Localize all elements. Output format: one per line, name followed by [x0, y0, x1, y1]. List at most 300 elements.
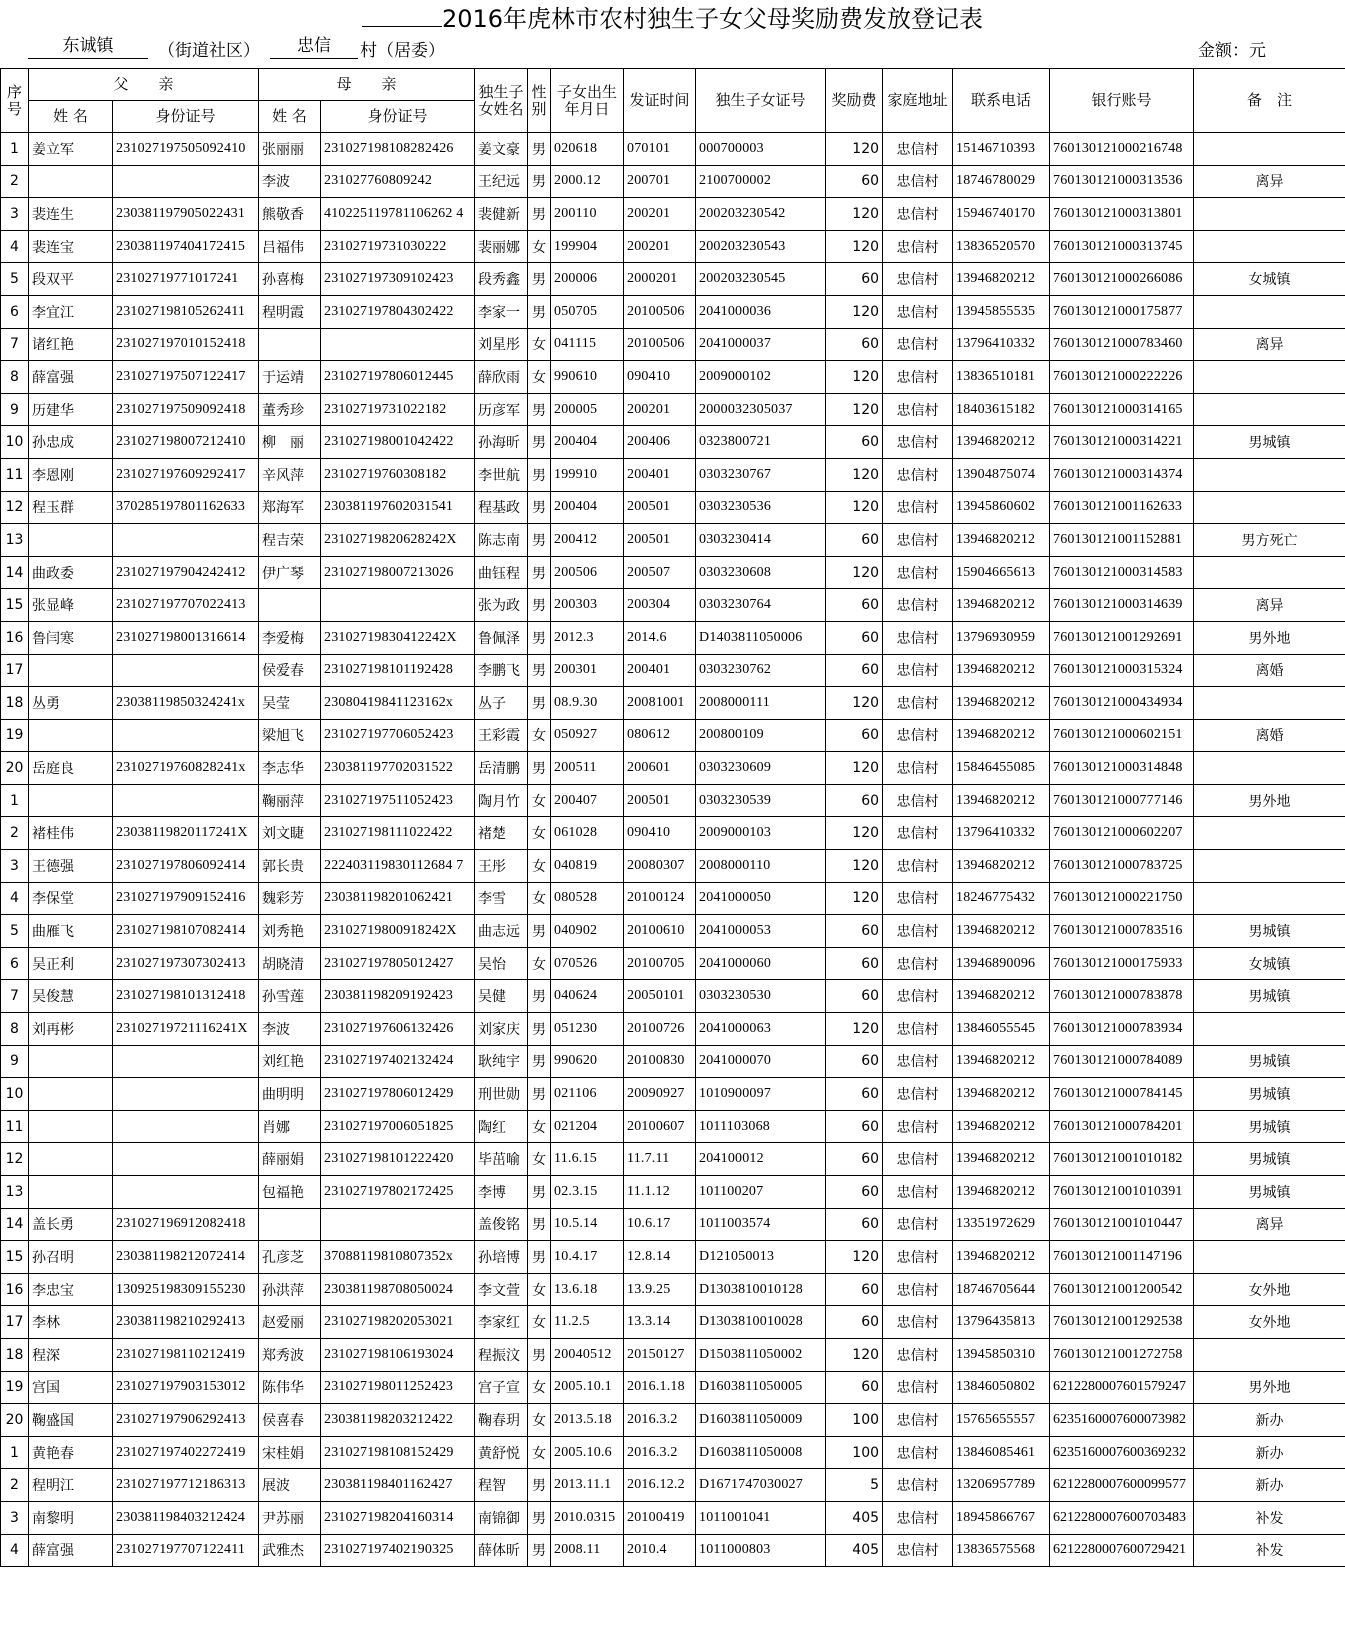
cell-mother-name: 郑海军 [259, 491, 321, 524]
cell-father-name: 李恩刚 [29, 458, 113, 491]
cell-note [1194, 817, 1345, 850]
cell-child-name: 刘星彤 [475, 328, 528, 361]
cell-cert-no: 0323800721 [696, 426, 826, 459]
table-row [1, 426, 1345, 459]
cell-birth: 2013.5.18 [551, 1404, 624, 1437]
cell-cert-no: 1010900097 [696, 1078, 826, 1111]
cell-mother-id: 231027198106193024 [321, 1338, 475, 1371]
table-row [1, 1501, 1345, 1534]
cell-note [1194, 295, 1345, 328]
cell-reward: 60 [826, 263, 883, 296]
cell-bank-account: 760130121000602151 [1050, 719, 1194, 752]
cell-issue-date: 200401 [624, 654, 696, 687]
cell-reward: 120 [826, 458, 883, 491]
table-row [1, 980, 1345, 1013]
cell-mother-name: 侯喜春 [259, 1404, 321, 1437]
cell-father-name: 鲁闫寒 [29, 621, 113, 654]
cell-reward: 120 [826, 882, 883, 915]
cell-father-id: 231027197507122417 [113, 361, 259, 394]
cell-mother-name: 董秀珍 [259, 393, 321, 426]
cell-note: 女外地 [1194, 1306, 1345, 1339]
cell-child-name: 薛体昕 [475, 1534, 528, 1567]
cell-reward: 60 [826, 654, 883, 687]
cell-gender: 男 [528, 133, 551, 166]
cell-cert-no: 2041000060 [696, 947, 826, 980]
cell-cert-no: 204100012 [696, 1143, 826, 1176]
cell-bank-account: 760130121000314165 [1050, 393, 1194, 426]
cell-phone: 13946820212 [953, 915, 1050, 948]
cell-mother-name: 刘文睫 [259, 817, 321, 850]
cell-father-id [113, 1045, 259, 1078]
cell-mother-id: 231027197802172425 [321, 1176, 475, 1209]
cell-birth: 200506 [551, 556, 624, 589]
cell-father-id: 231027197509092418 [113, 393, 259, 426]
cell-address: 忠信村 [883, 230, 953, 263]
cell-seq: 15 [1, 1241, 29, 1274]
cell-mother-id: 231027198202053021 [321, 1306, 475, 1339]
cell-seq: 4 [1, 230, 29, 263]
cell-issue-date: 12.8.14 [624, 1241, 696, 1274]
cell-reward: 60 [826, 947, 883, 980]
cell-cert-no: 0303230536 [696, 491, 826, 524]
cell-note: 男城镇 [1194, 980, 1345, 1013]
cell-father-id: 231027196912082418 [113, 1208, 259, 1241]
cell-phone: 13946820212 [953, 719, 1050, 752]
cell-birth: 200404 [551, 426, 624, 459]
cell-note: 男城镇 [1194, 915, 1345, 948]
col-father-id: 身份证号 [113, 101, 259, 133]
cell-gender: 女 [528, 850, 551, 883]
cell-father-name [29, 165, 113, 198]
cell-father-id: 230381198210292413 [113, 1306, 259, 1339]
cell-father-id [113, 1110, 259, 1143]
cell-birth: 200005 [551, 393, 624, 426]
cell-issue-date: 20100506 [624, 295, 696, 328]
cell-child-name: 丛子 [475, 687, 528, 720]
cell-bank-account: 760130121000314221 [1050, 426, 1194, 459]
cell-gender: 男 [528, 165, 551, 198]
cell-cert-no: D1403811050006 [696, 621, 826, 654]
cell-phone: 13946820212 [953, 980, 1050, 1013]
cell-mother-name: 鞠丽萍 [259, 784, 321, 817]
cell-reward: 120 [826, 361, 883, 394]
cell-address: 忠信村 [883, 687, 953, 720]
cell-seq: 2 [1, 165, 29, 198]
cell-bank-account: 760130121000221750 [1050, 882, 1194, 915]
col-bank: 银行账号 [1050, 69, 1194, 133]
col-cert-no: 独生子女证号 [696, 69, 826, 133]
cell-mother-name: 魏彩芳 [259, 882, 321, 915]
cell-mother-name: 熊敬香 [259, 198, 321, 231]
col-mother-id: 身份证号 [321, 101, 475, 133]
cell-gender: 女 [528, 1110, 551, 1143]
cell-reward: 120 [826, 198, 883, 231]
cell-seq: 18 [1, 687, 29, 720]
cell-father-id: 231027197505092410 [113, 133, 259, 166]
cell-seq: 10 [1, 1078, 29, 1111]
cell-mother-name: 尹苏丽 [259, 1501, 321, 1534]
cell-note [1194, 491, 1345, 524]
cell-reward: 60 [826, 1045, 883, 1078]
cell-gender: 女 [528, 361, 551, 394]
cell-father-name: 裴连宝 [29, 230, 113, 263]
col-reward: 奖励费 [826, 69, 883, 133]
cell-bank-account: 760130121000314583 [1050, 556, 1194, 589]
cell-birth: 070526 [551, 947, 624, 980]
cell-father-name: 李宜江 [29, 295, 113, 328]
cell-child-name: 刑世勋 [475, 1078, 528, 1111]
cell-address: 忠信村 [883, 784, 953, 817]
cell-cert-no: 2008000111 [696, 687, 826, 720]
cell-birth: 2013.11.1 [551, 1469, 624, 1502]
cell-gender: 女 [528, 1436, 551, 1469]
table-row [1, 817, 1345, 850]
cell-father-id: 23038119820117241X [113, 817, 259, 850]
cell-seq: 8 [1, 1013, 29, 1046]
cell-note [1194, 687, 1345, 720]
cell-bank-account: 6235160007600369232 [1050, 1436, 1194, 1469]
cell-note: 男外地 [1194, 784, 1345, 817]
cell-father-id [113, 1078, 259, 1111]
street-label: （街道社区） [158, 41, 260, 61]
cell-gender: 男 [528, 915, 551, 948]
cell-cert-no: 2041000037 [696, 328, 826, 361]
cell-issue-date: 2014.6 [624, 621, 696, 654]
cell-child-name: 吴健 [475, 980, 528, 1013]
cell-issue-date: 20080307 [624, 850, 696, 883]
cell-reward: 60 [826, 784, 883, 817]
cell-note: 男城镇 [1194, 1078, 1345, 1111]
cell-gender: 男 [528, 263, 551, 296]
table-row [1, 230, 1345, 263]
cell-seq: 11 [1, 458, 29, 491]
table-row [1, 1110, 1345, 1143]
cell-bank-account: 760130121000313536 [1050, 165, 1194, 198]
table-row [1, 1208, 1345, 1241]
cell-cert-no: D1603811050008 [696, 1436, 826, 1469]
cell-address: 忠信村 [883, 1436, 953, 1469]
cell-father-name [29, 1110, 113, 1143]
cell-phone: 13945850310 [953, 1338, 1050, 1371]
cell-issue-date: 200601 [624, 752, 696, 785]
cell-reward: 120 [826, 850, 883, 883]
cell-reward: 120 [826, 295, 883, 328]
cell-note [1194, 752, 1345, 785]
cell-phone: 13351972629 [953, 1208, 1050, 1241]
cell-gender: 女 [528, 1371, 551, 1404]
town-value: 东诚镇 [28, 34, 148, 59]
cell-mother-name: 侯爱春 [259, 654, 321, 687]
cell-address: 忠信村 [883, 393, 953, 426]
cell-birth: 080528 [551, 882, 624, 915]
cell-mother-name [259, 328, 321, 361]
cell-reward: 120 [826, 817, 883, 850]
cell-gender: 女 [528, 719, 551, 752]
cell-birth: 20040512 [551, 1338, 624, 1371]
table-row [1, 361, 1345, 394]
cell-seq: 4 [1, 882, 29, 915]
cell-address: 忠信村 [883, 1110, 953, 1143]
cell-child-name: 陈志南 [475, 524, 528, 557]
table-row [1, 1176, 1345, 1209]
cell-cert-no: 0303230764 [696, 589, 826, 622]
cell-mother-id [321, 1208, 475, 1241]
cell-reward: 60 [826, 426, 883, 459]
cell-mother-name: 肖娜 [259, 1110, 321, 1143]
cell-mother-name: 李志华 [259, 752, 321, 785]
cell-birth: 200407 [551, 784, 624, 817]
cell-father-id: 231027197609292417 [113, 458, 259, 491]
cell-bank-account: 760130121000175877 [1050, 295, 1194, 328]
cell-seq: 14 [1, 1208, 29, 1241]
cell-phone: 13946820212 [953, 654, 1050, 687]
cell-address: 忠信村 [883, 198, 953, 231]
cell-gender: 男 [528, 980, 551, 1013]
cell-bank-account: 760130121000783460 [1050, 328, 1194, 361]
cell-note [1194, 1241, 1345, 1274]
cell-address: 忠信村 [883, 980, 953, 1013]
cell-father-id: 230381198212072414 [113, 1241, 259, 1274]
cell-birth: 040819 [551, 850, 624, 883]
cell-child-name: 盖俊铭 [475, 1208, 528, 1241]
cell-bank-account: 760130121001010391 [1050, 1176, 1194, 1209]
cell-reward: 100 [826, 1404, 883, 1437]
cell-child-name: 王纪远 [475, 165, 528, 198]
table-row [1, 1534, 1345, 1567]
cell-seq: 17 [1, 654, 29, 687]
cell-seq: 5 [1, 915, 29, 948]
cell-reward: 120 [826, 393, 883, 426]
col-issue-date: 发证时间 [624, 69, 696, 133]
title-row [0, 0, 1345, 34]
cell-mother-name: 刘秀艳 [259, 915, 321, 948]
col-gender: 性别 [528, 69, 551, 133]
cell-father-name: 孙忠成 [29, 426, 113, 459]
cell-reward: 120 [826, 687, 883, 720]
cell-bank-account: 760130121000222226 [1050, 361, 1194, 394]
cell-phone: 13946820212 [953, 850, 1050, 883]
cell-birth: 199904 [551, 230, 624, 263]
cell-address: 忠信村 [883, 947, 953, 980]
cell-cert-no: 0303230539 [696, 784, 826, 817]
cell-father-id: 231027197010152418 [113, 328, 259, 361]
cell-phone: 13945860602 [953, 491, 1050, 524]
cell-mother-name: 孙喜梅 [259, 263, 321, 296]
cell-reward: 60 [826, 1143, 883, 1176]
village-label: 村（居委） [360, 41, 445, 61]
col-mother: 母 亲 [259, 69, 475, 101]
cell-father-name: 孙召明 [29, 1241, 113, 1274]
cell-birth: 2010.0315 [551, 1501, 624, 1534]
cell-address: 忠信村 [883, 1208, 953, 1241]
cell-bank-account: 760130121000315324 [1050, 654, 1194, 687]
cell-seq: 6 [1, 947, 29, 980]
table-row [1, 752, 1345, 785]
cell-cert-no: 200203230542 [696, 198, 826, 231]
cell-mother-id: 230381197702031522 [321, 752, 475, 785]
cell-father-id: 130925198309155230 [113, 1273, 259, 1306]
cell-father-id: 23102719760828241x [113, 752, 259, 785]
cell-issue-date: 10.6.17 [624, 1208, 696, 1241]
cell-issue-date: 20100607 [624, 1110, 696, 1143]
cell-child-name: 陶红 [475, 1110, 528, 1143]
cell-phone: 13946820212 [953, 524, 1050, 557]
cell-note: 离婚 [1194, 654, 1345, 687]
cell-child-name: 程基政 [475, 491, 528, 524]
cell-father-id: 230381197404172415 [113, 230, 259, 263]
cell-phone: 13946820212 [953, 1078, 1050, 1111]
cell-cert-no: 101100207 [696, 1176, 826, 1209]
cell-phone: 13946820212 [953, 1143, 1050, 1176]
cell-father-name: 吴正利 [29, 947, 113, 980]
cell-father-id: 231027197906292413 [113, 1404, 259, 1437]
cell-seq: 13 [1, 524, 29, 557]
cell-address: 忠信村 [883, 1078, 953, 1111]
cell-mother-id: 23102719760308182 [321, 458, 475, 491]
cell-mother-id: 231027760809242 [321, 165, 475, 198]
village-value: 忠信 [270, 34, 358, 59]
cell-mother-id: 231027197606132426 [321, 1013, 475, 1046]
cell-birth: 990620 [551, 1045, 624, 1078]
cell-note [1194, 458, 1345, 491]
cell-phone: 15846455085 [953, 752, 1050, 785]
cell-phone: 18246775432 [953, 882, 1050, 915]
cell-gender: 女 [528, 882, 551, 915]
table-row [1, 1273, 1345, 1306]
cell-note: 补发 [1194, 1534, 1345, 1567]
cell-father-name: 南黎明 [29, 1501, 113, 1534]
cell-note: 男城镇 [1194, 1176, 1345, 1209]
table-row [1, 719, 1345, 752]
cell-birth: 2005.10.6 [551, 1436, 624, 1469]
cell-issue-date: 11.7.11 [624, 1143, 696, 1176]
cell-bank-account: 760130121000314374 [1050, 458, 1194, 491]
cell-child-name: 孙海昕 [475, 426, 528, 459]
cell-mother-name: 武雅杰 [259, 1534, 321, 1567]
cell-address: 忠信村 [883, 1143, 953, 1176]
cell-father-id: 231027197903153012 [113, 1371, 259, 1404]
table-row [1, 1143, 1345, 1176]
cell-bank-account: 6235160007600073982 [1050, 1404, 1194, 1437]
cell-father-id: 231027198107082414 [113, 915, 259, 948]
cell-child-name: 王彩霞 [475, 719, 528, 752]
cell-reward: 60 [826, 524, 883, 557]
cell-child-name: 姜文豪 [475, 133, 528, 166]
cell-reward: 60 [826, 621, 883, 654]
table-row [1, 947, 1345, 980]
cell-reward: 60 [826, 1306, 883, 1339]
cell-mother-id: 230381198209192423 [321, 980, 475, 1013]
cell-seq: 8 [1, 361, 29, 394]
cell-mother-id: 23102719731022182 [321, 393, 475, 426]
cell-phone: 13946820212 [953, 426, 1050, 459]
cell-phone: 13846050802 [953, 1371, 1050, 1404]
cell-seq: 16 [1, 621, 29, 654]
cell-cert-no: 0303230762 [696, 654, 826, 687]
cell-phone: 18746705644 [953, 1273, 1050, 1306]
cell-bank-account: 760130121000784201 [1050, 1110, 1194, 1143]
cell-bank-account: 6212280007600099577 [1050, 1469, 1194, 1502]
cell-father-id: 231027198105262411 [113, 295, 259, 328]
cell-father-name [29, 1045, 113, 1078]
cell-phone: 13796930959 [953, 621, 1050, 654]
cell-bank-account: 760130121000314639 [1050, 589, 1194, 622]
cell-birth: 200303 [551, 589, 624, 622]
cell-father-name: 刘再彬 [29, 1013, 113, 1046]
cell-mother-id: 230381198203212422 [321, 1404, 475, 1437]
cell-mother-name: 李波 [259, 165, 321, 198]
cell-child-name: 南锦御 [475, 1501, 528, 1534]
cell-child-name: 裴健新 [475, 198, 528, 231]
cell-father-id [113, 1143, 259, 1176]
cell-seq: 10 [1, 426, 29, 459]
cell-note: 男城镇 [1194, 1110, 1345, 1143]
cell-gender: 女 [528, 1306, 551, 1339]
cell-mother-name: 吕福伟 [259, 230, 321, 263]
cell-bank-account: 760130121000783516 [1050, 915, 1194, 948]
cell-reward: 60 [826, 1371, 883, 1404]
cell-mother-id: 231027197804302422 [321, 295, 475, 328]
cell-birth: 11.6.15 [551, 1143, 624, 1176]
cell-note: 男外地 [1194, 621, 1345, 654]
cell-child-name: 陶月竹 [475, 784, 528, 817]
table-row [1, 850, 1345, 883]
cell-father-name: 裴连生 [29, 198, 113, 231]
cell-cert-no: 1011103068 [696, 1110, 826, 1143]
cell-mother-id: 231027198204160314 [321, 1501, 475, 1534]
cell-note [1194, 1338, 1345, 1371]
cell-birth: 040902 [551, 915, 624, 948]
cell-bank-account: 760130121000313801 [1050, 198, 1194, 231]
cell-issue-date: 200401 [624, 458, 696, 491]
cell-phone: 15946740170 [953, 198, 1050, 231]
table-row [1, 263, 1345, 296]
col-birth: 子女出生年月日 [551, 69, 624, 133]
cell-issue-date: 20100419 [624, 1501, 696, 1534]
cell-note: 离婚 [1194, 719, 1345, 752]
cell-seq: 7 [1, 328, 29, 361]
cell-phone: 13836510181 [953, 361, 1050, 394]
cell-address: 忠信村 [883, 1013, 953, 1046]
cell-father-id: 231027198110212419 [113, 1338, 259, 1371]
table-row [1, 1306, 1345, 1339]
cell-seq: 18 [1, 1338, 29, 1371]
cell-mother-id [321, 328, 475, 361]
cell-father-name: 曲雁飞 [29, 915, 113, 948]
cell-reward: 60 [826, 1110, 883, 1143]
cell-mother-id: 231027198108282426 [321, 133, 475, 166]
cell-mother-id: 230381198201062421 [321, 882, 475, 915]
cell-issue-date: 2016.12.2 [624, 1469, 696, 1502]
cell-gender: 男 [528, 589, 551, 622]
col-phone: 联系电话 [953, 69, 1050, 133]
cell-gender: 女 [528, 230, 551, 263]
cell-child-name: 李家一 [475, 295, 528, 328]
cell-issue-date: 11.1.12 [624, 1176, 696, 1209]
cell-mother-id: 23102719820628242X [321, 524, 475, 557]
cell-issue-date: 20100830 [624, 1045, 696, 1078]
cell-address: 忠信村 [883, 1045, 953, 1078]
table-row [1, 654, 1345, 687]
cell-child-name: 岳清鹏 [475, 752, 528, 785]
cell-note: 男方死亡 [1194, 524, 1345, 557]
cell-birth: 2000.12 [551, 165, 624, 198]
cell-father-name: 程深 [29, 1338, 113, 1371]
cell-birth: 051230 [551, 1013, 624, 1046]
cell-child-name: 黄舒悦 [475, 1436, 528, 1469]
cell-issue-date: 200304 [624, 589, 696, 622]
cell-father-name: 李忠宝 [29, 1273, 113, 1306]
